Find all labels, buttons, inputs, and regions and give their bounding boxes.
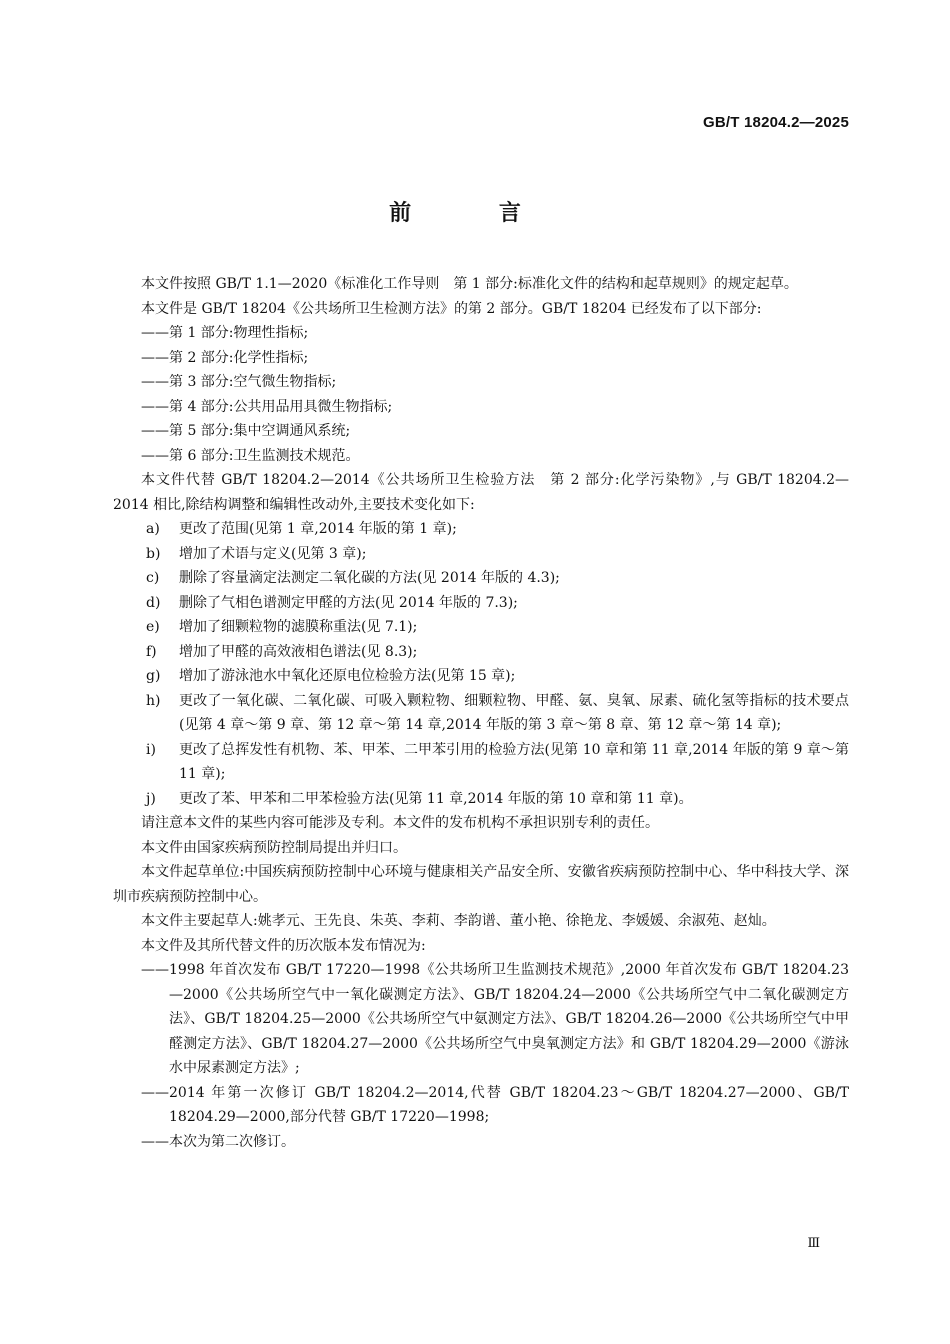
paragraph: 本文件主要起草人:姚孝元、王先良、朱英、李莉、李韵谱、董小艳、徐艳龙、李媛媛、余淑苑、赵灿。 bbox=[141, 913, 776, 929]
change-item bbox=[113, 738, 849, 787]
history-item: ——1998 年首次发布 GB/T 17220—1998《公共场所卫生监测技术规范》,2000 年首次发布 GB/T 18204.23—2000《公共场所空气中一氧化碳测定方法》、GB/T 18204.24—2000《公共场所空气中二氧化碳测定方法》、GB/T 18204.25—2000《公共场所空气中氨测定方法》、GB/T 18204.26—2000《公共场所空气中甲醛测定方法》、GB/T 18204.27—2000《公共场所空气中臭氧测定方法》和 GB/T 18204.29—2000《游泳水中尿素测定方法》; bbox=[141, 962, 849, 1076]
item-text: 删除了容量滴定法测定二氧化碳的方法(见 2014 年版的 4.3); bbox=[179, 570, 560, 586]
paragraph: 本文件代替 GB/T 18204.2—2014《公共场所卫生检验方法 第 2 部分:化学污染物》,与 GB/T 18204.2—2014 相比,除结构调整和编辑性改动外,主要技术变化如下: bbox=[113, 472, 849, 513]
part-list-item: ——第 1 部分:物理性指标; bbox=[141, 325, 309, 341]
item-marker: e) bbox=[146, 619, 160, 635]
part-list-item: ——第 6 部分:卫生监测技术规范。 bbox=[141, 447, 360, 464]
paragraph: 本文件按照 GB/T 1.1—2020《标准化工作导则 第 1 部分:标准化文件的结构和起草规则》的规定起草。 bbox=[141, 276, 798, 292]
change-item bbox=[113, 517, 849, 542]
item-marker: a) bbox=[146, 521, 160, 537]
item-text: 增加了游泳池水中氧化还原电位检验方法(见第 15 章); bbox=[179, 668, 516, 684]
item-marker: i) bbox=[146, 741, 156, 758]
item-text: 增加了术语与定义(见第 3 章); bbox=[179, 545, 367, 562]
part-list-item: ——第 4 部分:公共用品用具微生物指标; bbox=[141, 398, 393, 415]
paragraph: 本文件是 GB/T 18204《公共场所卫生检测方法》的第 2 部分。GB/T 18204 已经发布了以下部分: bbox=[141, 300, 762, 317]
item-text: 更改了苯、甲苯和二甲苯检验方法(见第 11 章,2014 年版的第 10 章和第 11 章)。 bbox=[179, 790, 693, 807]
page-title: 前 言 bbox=[389, 201, 561, 226]
part-list-item: ——第 5 部分:集中空调通风系统; bbox=[141, 423, 351, 439]
paragraph: 请注意本文件的某些内容可能涉及专利。本文件的发布机构不承担识别专利的责任。 bbox=[141, 815, 659, 831]
change-item bbox=[113, 689, 849, 738]
item-marker: c) bbox=[146, 570, 160, 586]
change-item bbox=[113, 664, 849, 689]
change-item bbox=[113, 787, 849, 812]
item-text: 增加了甲醛的高效液相色谱法(见 8.3); bbox=[179, 643, 418, 660]
paragraph: 本文件及其所代替文件的历次版本发布情况为: bbox=[141, 937, 426, 954]
item-marker: b) bbox=[146, 545, 161, 562]
change-item bbox=[113, 640, 849, 665]
item-text: 更改了总挥发性有机物、苯、甲苯、二甲苯引用的检验方法(见第 10 章和第 11 章,2014 年版的第 9 章～第 11 章); bbox=[179, 741, 849, 782]
part-list-item: ——第 2 部分:化学性指标; bbox=[141, 349, 309, 366]
change-item bbox=[113, 591, 849, 616]
paragraph: 本文件由国家疾病预防控制局提出并归口。 bbox=[141, 839, 407, 856]
item-text: 更改了一氧化碳、二氧化碳、可吸入颗粒物、细颗粒物、甲醛、氨、臭氧、尿素、硫化氢等指标的技术要点(见第 4 章～第 9 章、第 12 章～第 14 章,2014 年版的第 3 章～第 8 章、第 12 章～第 14 章); bbox=[179, 692, 849, 733]
foreword-body bbox=[113, 272, 849, 1154]
item-marker: f) bbox=[146, 643, 157, 660]
paragraph: 本文件起草单位:中国疾病预防控制中心环境与健康相关产品安全所、安徽省疾病预防控制中心、华中科技大学、深圳市疾病预防控制中心。 bbox=[113, 864, 849, 905]
item-marker: d) bbox=[146, 594, 161, 611]
standard-code: GB/T 18204.2—2025 bbox=[703, 114, 849, 131]
page-number: Ⅲ bbox=[807, 1236, 820, 1251]
history-item: ——2014 年第一次修订 GB/T 18204.2—2014,代替 GB/T 18204.23～GB/T 18204.27—2000、GB/T 18204.29—2000,部分代替 GB/T 17220—1998; bbox=[141, 1084, 849, 1125]
history-item: ——本次为第二次修订。 bbox=[141, 1133, 295, 1150]
item-marker: h) bbox=[146, 692, 161, 709]
item-text: 更改了范围(见第 1 章,2014 年版的第 1 章); bbox=[179, 521, 457, 537]
part-list-item: ——第 3 部分:空气微生物指标; bbox=[141, 374, 337, 390]
item-marker: j) bbox=[146, 790, 156, 807]
item-text: 增加了细颗粒物的滤膜称重法(见 7.1); bbox=[179, 619, 418, 635]
change-item bbox=[113, 615, 849, 640]
item-marker: g) bbox=[146, 668, 161, 684]
change-item bbox=[113, 566, 849, 591]
item-text: 删除了气相色谱测定甲醛的方法(见 2014 年版的 7.3); bbox=[179, 594, 518, 611]
change-item bbox=[113, 542, 849, 567]
